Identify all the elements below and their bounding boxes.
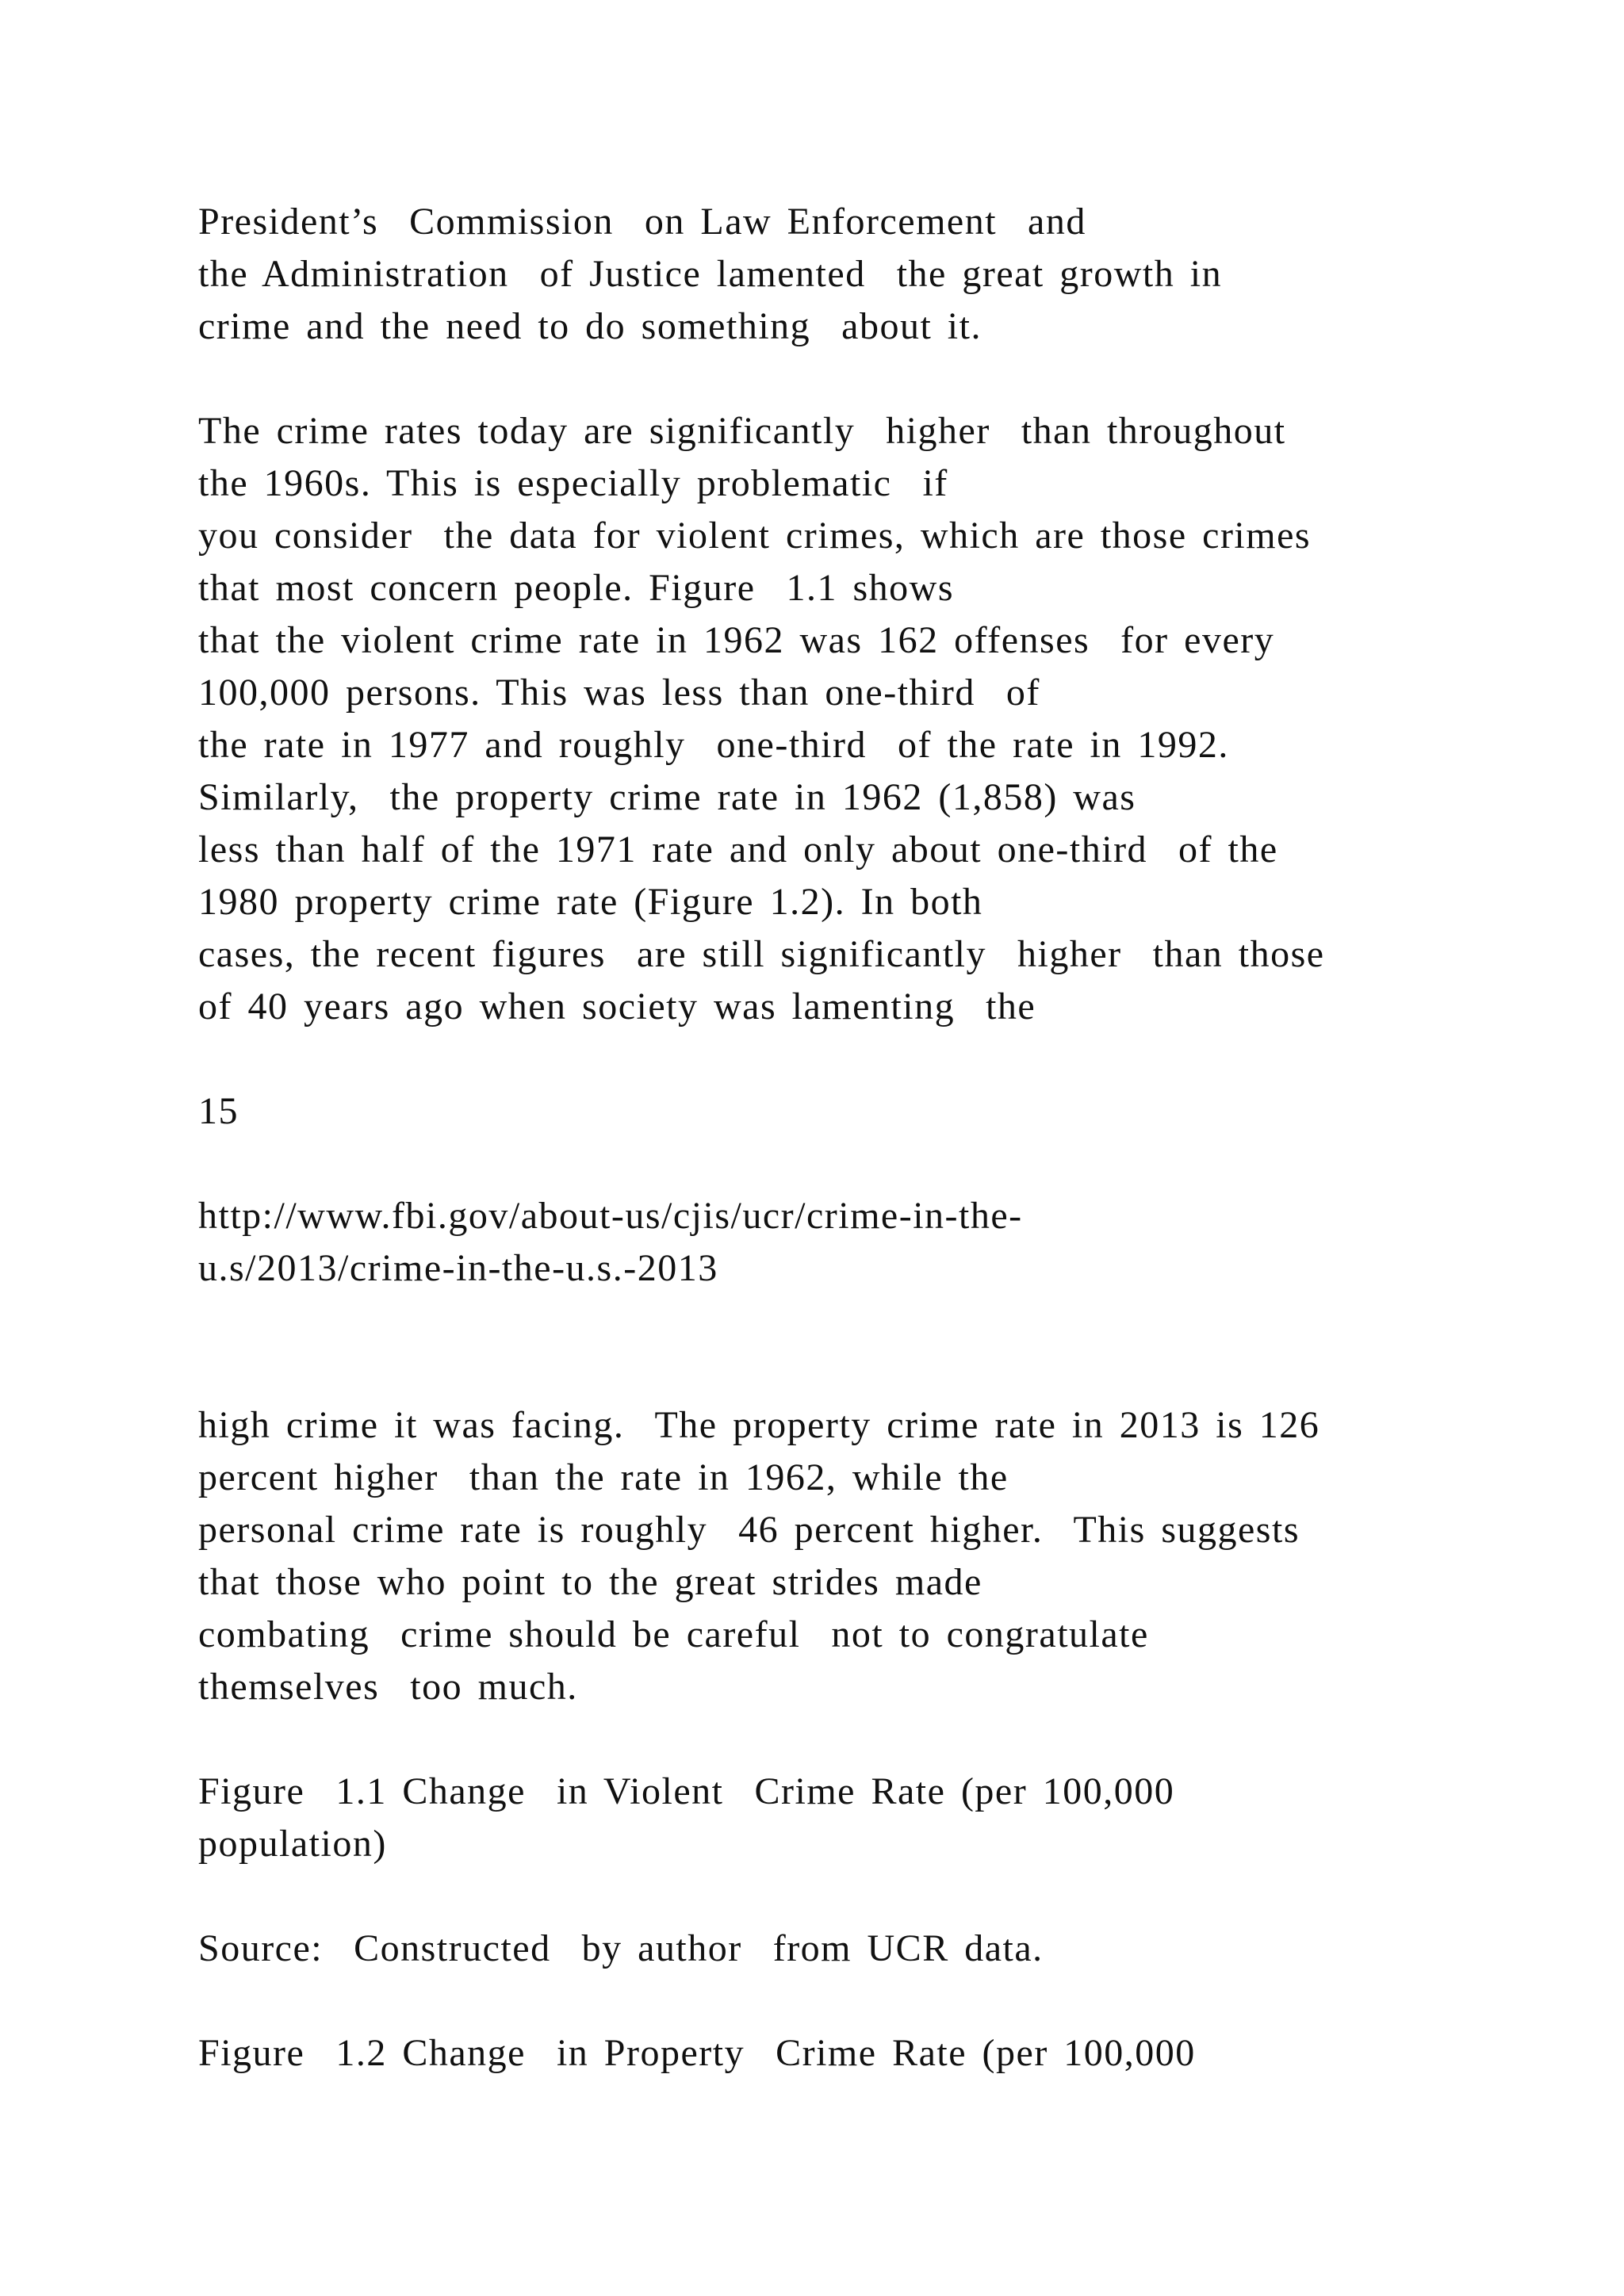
figure-1-2-caption: Figure 1.2 Change in Property Crime Rate (per 100,000	[198, 2032, 1196, 2074]
source-note: Source: Constructed by author from UCR data.	[198, 1927, 1044, 1969]
text-line: percent higher than the rate in 1962, while the	[198, 1456, 1009, 1498]
text-line: themselves too much.	[198, 1666, 578, 1708]
caption-line: Figure 1.1 Change in Violent Crime Rate (per 100,000	[198, 1770, 1175, 1812]
footnote-number: 15	[198, 1090, 239, 1132]
text-line: the rate in 1977 and roughly one-third of the rate in 1992.	[198, 724, 1229, 766]
text-line: crime and the need to do something about it.	[198, 305, 982, 347]
text-line: of 40 years ago when society was lamenting the	[198, 985, 1036, 1027]
text-line: the 1960s. This is especially problematic if	[198, 462, 948, 504]
text-line: less than half of the 1971 rate and only about one-third of the	[198, 828, 1278, 871]
text-line: that most concern people. Figure 1.1 shows	[198, 567, 955, 609]
text-line: The crime rates today are significantly higher than throughout	[198, 410, 1286, 452]
text-line: the Administration of Justice lamented the great growth in	[198, 253, 1223, 295]
caption-line: population)	[198, 1823, 387, 1865]
text-line: high crime it was facing. The property crime rate in 2013 is 126	[198, 1404, 1320, 1446]
text-line: that those who point to the great strides made	[198, 1561, 982, 1603]
text-line: personal crime rate is roughly 46 percent higher. This suggests	[198, 1509, 1300, 1551]
text-line: Similarly, the property crime rate in 1962 (1,858) was	[198, 776, 1136, 818]
text-line: 100,000 persons. This was less than one-third of	[198, 672, 1040, 714]
text-line: 1980 property crime rate (Figure 1.2). In both	[198, 881, 983, 923]
text-line: you consider the data for violent crimes, which are those crimes	[198, 515, 1312, 557]
text-line: combating crime should be careful not to congratulate	[198, 1613, 1149, 1655]
text-line: cases, the recent figures are still significantly higher than those	[198, 933, 1325, 975]
footnote-url-line: u.s/2013/crime-in-the-u.s.-2013	[198, 1247, 718, 1289]
text-line: President’s Commission on Law Enforcement and	[198, 201, 1086, 243]
footnote-url-line: http://www.fbi.gov/about-us/cjis/ucr/crime-in-the-	[198, 1195, 1023, 1237]
text-line: that the violent crime rate in 1962 was 162 offenses for every	[198, 619, 1275, 661]
